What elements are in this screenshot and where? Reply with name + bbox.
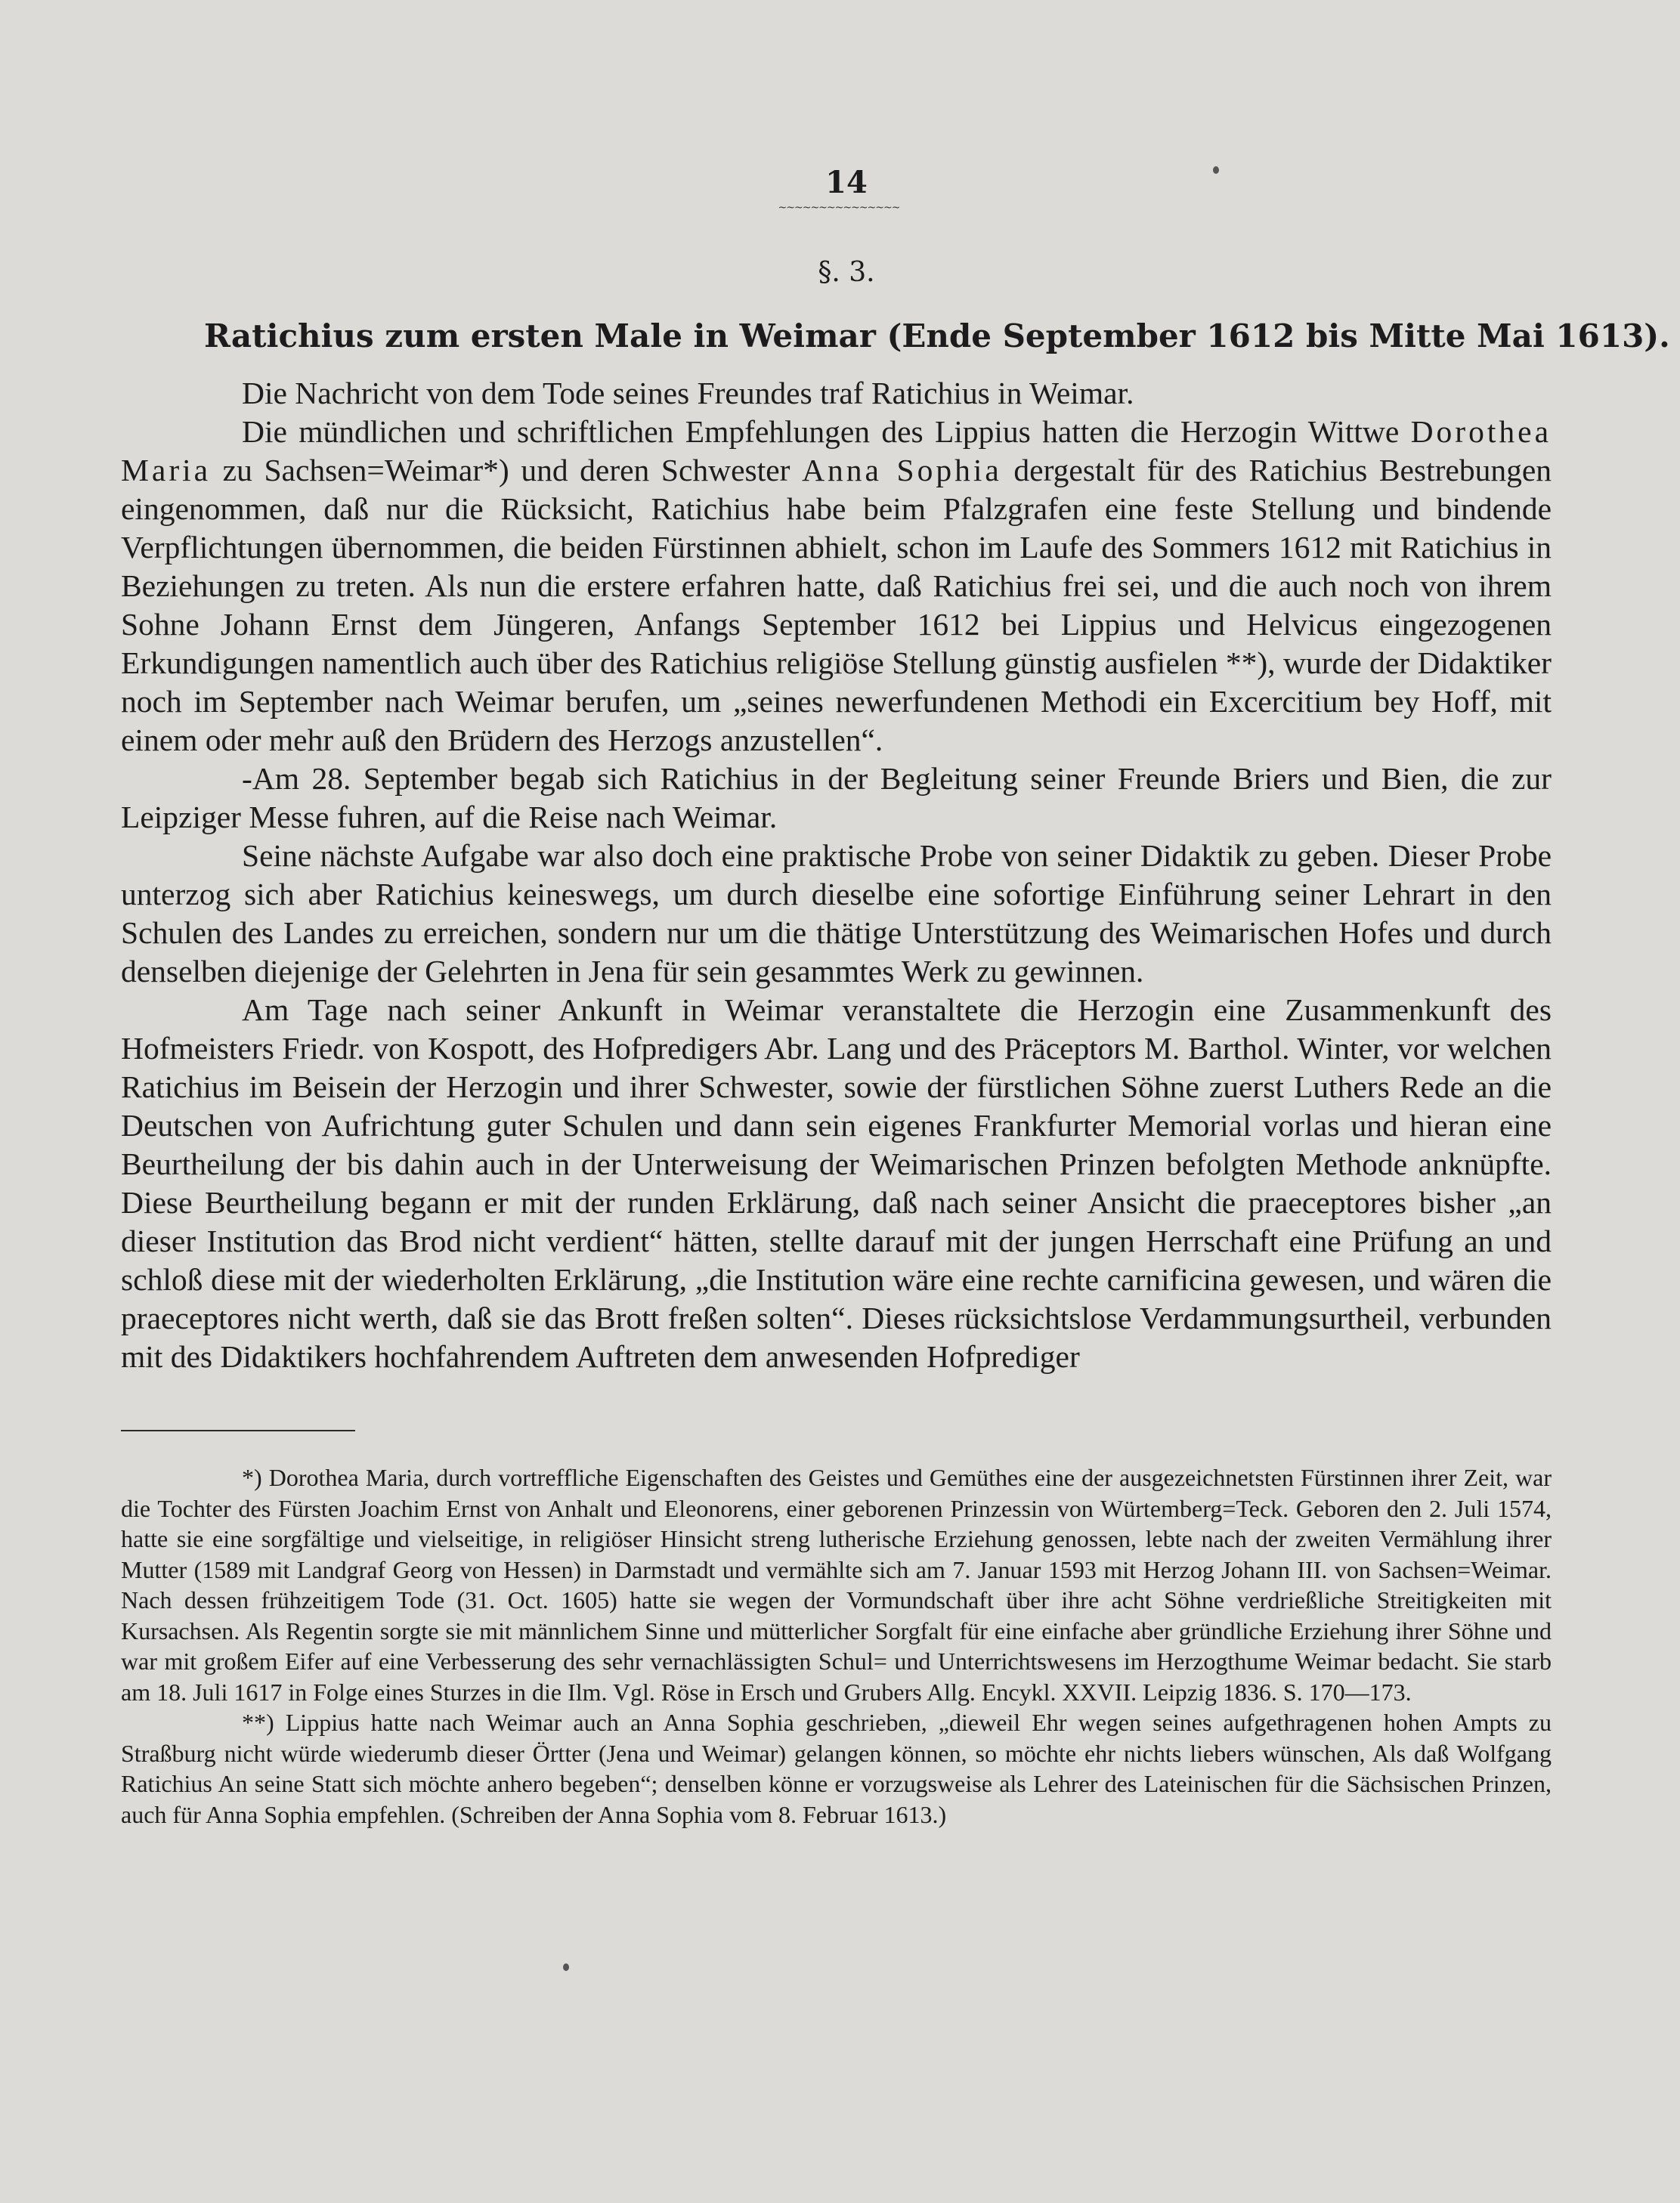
- body-text: [121, 374, 1552, 1376]
- print-speck: [1213, 166, 1219, 174]
- paragraph-2: [121, 413, 1552, 760]
- paragraph-3: -Am 28. September begab sich Ratichius in der Begleitung seiner Freunde Briers und Bien, die zur Leipziger Messe fuhren, auf die Reise nach Weimar.: [121, 761, 1552, 834]
- paragraph-2-part-b: zu Sachsen=Weimar*) und deren Schwester: [211, 453, 803, 487]
- print-speck: [563, 1963, 569, 1971]
- paragraph-5: Am Tage nach seiner Ankunft in Weimar veranstaltete die Herzogin eine Zusammenkunft des Hofmeisters Friedr. von Kospott, des Hofpredigers Abr. Lang und des Präceptors M. Barthol. Winter, vor welchen Ratichius im Beisein der Herzogin und ihrer Schwester, sowie der fürstlichen Söhne zuerst Luthers Rede an die Deutschen von Aufrichtung guter Schulen und dann sein eigenes Frankfurter Memorial vorlas und hieran eine Beurtheilung der bis dahin auch in der Unterweisung der Weimarischen Prinzen befolgten Methode anknüpfte. Diese Beurtheilung begann er mit der runden Erklärung, daß nach seiner Ansicht die praeceptores bisher „an dieser Institution das Brod nicht verdient“ hätten, stellte darauf mit der jungen Herrschaft eine Prüfung an und schloß diese mit der wiederholten Erklärung, „die Institution wäre eine rechte carnificina gewesen, und wären die praeceptores nicht werth, daß sie das Brott freßen solten“. Dieses rücksichtslose Verdammungsurtheil, verbunden mit des Didaktikers hochfahrendem Auftreten dem anwesenden Hofprediger: [121, 992, 1552, 1374]
- footnote-separator: [121, 1430, 355, 1431]
- footnotes: [121, 1462, 1552, 1830]
- paragraph-4: Seine nächste Aufgabe war also doch eine praktische Probe von seiner Didaktik zu geben. Dieser Probe unterzog sich aber Ratichius keineswegs, um durch dieselbe eine sofortige Einführung seiner Lehrart in den Schulen des Landes zu erreichen, sondern nur um die thätige Unterstützung des Weimarischen Hofes und durch denselben diejenige der Gelehrten in Jena für sein gesammtes Werk zu gewinnen.: [121, 838, 1552, 989]
- paragraph-1: Die Nachricht von dem Tode seines Freundes traf Ratichius in Weimar.: [242, 376, 1134, 410]
- footnote-1: *) Dorothea Maria, durch vortreffliche Eigenschaften des Geistes und Gemüthes eine der ausgezeichnetsten Fürstinnen ihrer Zeit, war die Tochter des Fürsten Joachim Ernst von Anhalt und Eleonorens, einer geborenen Prinzessin von Würtemberg=Teck. Geboren den 2. Juli 1574, hatte sie eine sorgfältige und vielseitige, in religiöser Hinsicht streng lutherische Erziehung genossen, lebte nach der zweiten Vermählung ihrer Mutter (1589 mit Landgraf Georg von Hessen) in Darmstadt und vermählte sich am 7. Januar 1593 mit Herzog Johann III. von Sachsen=Weimar. Nach dessen frühzeitigem Tode (31. Oct. 1605) hatte sie wegen der Vormundschaft über ihre acht Söhne verdrießliche Streitigkeiten mit Kursachsen. Als Regentin sorgte sie mit männlichem Sinne und mütterlicher Sorgfalt für eine einfache aber gründliche Erziehung ihrer Söhne und war mit großem Eifer auf eine Verbesserung des sehr vernachlässigten Schul= und Unterrichtswesens im Herzogthume Weimar bedacht. Sie starb am 18. Juli 1617 in Folge eines Sturzes in die Ilm. Vgl. Röse in Ersch und Grubers Allg. Encykl. XXVII. Leipzig 1836. S. 170—173.: [121, 1464, 1552, 1706]
- paragraph-2-part-a: Die mündlichen und schriftlichen Empfehlungen des Lippius hatten die Herzogin Wittwe: [242, 414, 1411, 449]
- section-title: Ratichius zum ersten Male in Weimar (Ende September 1612 bis Mitte Mai 1613).: [204, 317, 1670, 354]
- footnote-2: **) Lippius hatte nach Weimar auch an Anna Sophia geschrieben, „dieweil Ehr wegen seines aufgethragenen hohen Ampts zu Straßburg nicht würde wiederumb dieser Örtter (Jena und Weimar) gelangen können, so möchte ehr nichts liebers wünschen, Als daß Wolfgang Ratichius An seine Statt sich möchte anhero begeben“; denselben könne er vorzugsweise als Lehrer des Lateinischen für die Sächsischen Prinzen, auch für Anna Sophia empfehlen. (Schreiben der Anna Sophia vom 8. Februar 1613.): [121, 1709, 1552, 1828]
- page-number-ornament: ~~~~~~~~~~~~~~~: [778, 202, 900, 214]
- page-number: 14: [825, 165, 868, 200]
- name-dorothea-maria: Dorothea Maria: [121, 414, 1552, 487]
- paragraph-2-part-c: dergestalt für des Ratichius Bestrebungen eingenommen, daß nur die Rücksicht, Ratichius habe beim Pfalzgrafen eine feste Stellung und bindende Verpflichtungen übernommen, die beiden Fürstinnen abhielt, schon im Laufe des Sommers 1612 mit Ratichius in Beziehungen zu treten. Als nun die erstere erfahren hatte, daß Ratichius frei sei, und die auch noch von ihrem Sohne Johann Ernst dem Jüngeren, Anfangs September 1612 bei Lippius und Helvicus eingezogenen Erkundigungen namentlich auch über des Ratichius religiöse Stellung günstig ausfielen **), wurde der Didaktiker noch im September nach Weimar berufen, um „seines newerfundenen Methodi ein Excercitium bey Hoff, mit einem oder mehr auß den Brüdern des Herzogs anzustellen“.: [121, 453, 1552, 757]
- section-number: §. 3.: [818, 257, 875, 288]
- name-anna-sophia: Anna Sophia: [802, 453, 1002, 487]
